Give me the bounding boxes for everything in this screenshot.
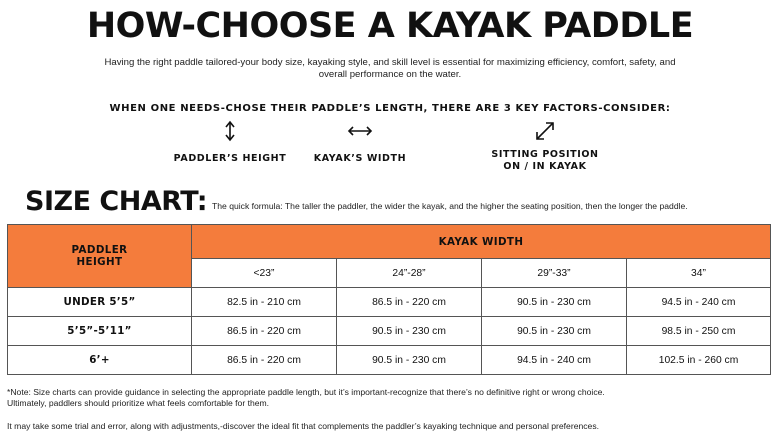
size-note: [7, 387, 777, 409]
group-header-kayak-width: KAYAK WIDTH: [192, 225, 771, 259]
table-cell: 86.5 in - 220 cm: [192, 346, 337, 375]
intro-paragraph: Having the right paddle tailored-your body size, kayaking style, and skill level is essential for maximizing efficiency, comfort, safety, and overall performance on the water.: [104, 57, 676, 80]
quick-formula: The quick formula: The taller the paddler, the wider the kayak, and the higher the seating position, then the longer the paddle.: [212, 201, 688, 211]
size-chart-heading: SIZE CHART:: [25, 186, 208, 217]
table-cell: 102.5 in - 260 cm: [627, 346, 771, 375]
paddle-size-table: [7, 224, 771, 375]
note-line1: *Note: Size charts can provide guidance in selecting the appropriate paddle length, but it’s important-recognize that there’s no definitive right or wrong choice.: [7, 387, 605, 397]
table-row: [8, 288, 771, 317]
row-height-label: 6’+: [8, 346, 192, 375]
table-cell: 94.5 in - 240 cm: [627, 288, 771, 317]
table-cell: 98.5 in - 250 cm: [627, 317, 771, 346]
table-cell: 86.5 in - 220 cm: [192, 317, 337, 346]
table-cell: 90.5 in - 230 cm: [337, 317, 482, 346]
table-cell: 90.5 in - 230 cm: [482, 317, 627, 346]
table-cell: 86.5 in - 220 cm: [337, 288, 482, 317]
table-cell: 94.5 in - 240 cm: [482, 346, 627, 375]
horizontal-double-arrow-icon: [347, 120, 373, 142]
factor-sitting-position: [470, 120, 620, 173]
column-header: 34”: [627, 259, 771, 288]
row-header-line1: PADDLER: [71, 244, 128, 256]
column-header: 29”-33”: [482, 259, 627, 288]
factor-paddler-height: [150, 120, 310, 165]
closing-note: It may take some trial and error, along with adjustments,-discover the ideal fit that complements the paddler’s kayaking technique and personal preferences.: [7, 421, 600, 431]
table-row: [8, 317, 771, 346]
factor-kayak-width: [305, 120, 415, 165]
factor-label-width: KAYAK’S WIDTH: [313, 153, 407, 164]
table-cell: 82.5 in - 210 cm: [192, 288, 337, 317]
table-row: [8, 346, 771, 375]
row-height-label: UNDER 5’5”: [8, 288, 192, 317]
factor-label-height: PADDLER’S HEIGHT: [173, 153, 287, 164]
diagonal-double-arrow-icon: [534, 120, 556, 142]
vertical-double-arrow-icon: [224, 120, 236, 142]
row-header-paddler-height: [8, 225, 192, 288]
factor-label-sitting-line2: ON / IN KAYAK: [503, 161, 587, 172]
column-header: 24”-28”: [337, 259, 482, 288]
note-line2: Ultimately, paddlers should prioritize what feels comfortable for them.: [7, 398, 270, 408]
row-header-line2: HEIGHT: [76, 256, 123, 268]
factors-heading: WHEN ONE NEEDS-CHOSE THEIR PADDLE’S LENGTH, THERE ARE 3 KEY FACTORS-CONSIDER:: [109, 103, 671, 114]
table-cell: 90.5 in - 230 cm: [337, 346, 482, 375]
table-cell: 90.5 in - 230 cm: [482, 288, 627, 317]
row-height-label: 5’5”-5’11”: [8, 317, 192, 346]
column-header: <23”: [192, 259, 337, 288]
page-title: HOW-CHOOSE A KAYAK PADDLE: [86, 6, 694, 46]
factor-label-sitting-line1: SITTING POSITION: [491, 149, 599, 160]
